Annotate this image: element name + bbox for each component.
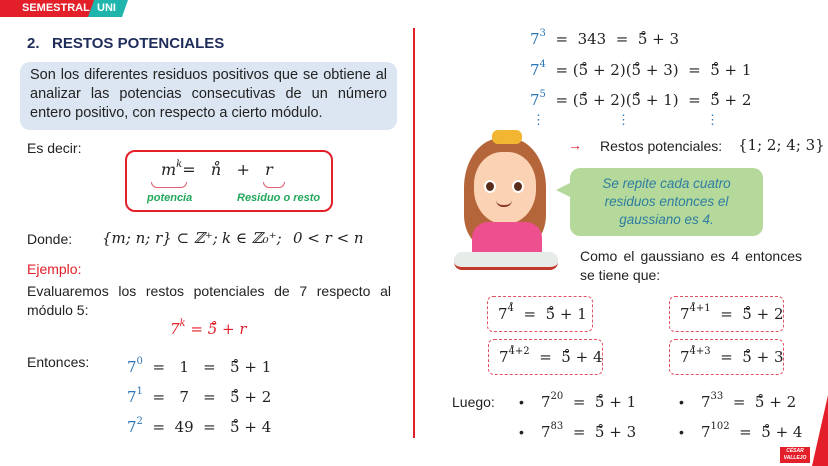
girl-eye-right <box>512 180 524 193</box>
dots-2: ⋮ <box>617 112 630 127</box>
definition-box <box>20 62 397 130</box>
bullet: • <box>519 394 524 410</box>
label-potencia: potencia <box>147 192 193 204</box>
right-eq-1: $7^4$ = (5̊ + 2)(5̊ + 3) = 5̊ + 1 <box>530 59 752 79</box>
ejemplo-label: Ejemplo: <box>27 261 82 277</box>
left-eq-0: $7^0 = 1$ = 5̊ + 1 <box>127 356 272 376</box>
box-0: $7^{4̊}$ = 5̊ + 1 <box>487 296 593 332</box>
donde-label: Donde: <box>27 231 73 247</box>
restos-set: {1; 2; 4; 3} <box>738 136 825 154</box>
bubble-tail <box>556 182 572 198</box>
entonces-label: Entonces: <box>27 354 90 370</box>
brace-right <box>263 182 285 188</box>
bubble-text: Se repite cada cuatro residuos entonces el gaussiano es 4. <box>602 176 731 227</box>
como-text: Como el gaussiano es 4 entonces se tiene que: <box>580 248 802 283</box>
bullet: • <box>519 424 524 440</box>
dots-3: ⋮ <box>706 112 719 127</box>
left-eq-1: $7^1 = 7$ = 5̊ + 2 <box>127 386 272 406</box>
red-formula: $7^k$ = 5̊ + r <box>170 318 247 338</box>
corner-accent <box>812 395 828 466</box>
donde-cond1: {m; n; r} ⊂ ℤ⁺; <box>102 229 218 247</box>
girl-illustration <box>452 130 572 280</box>
header-uni: UNI <box>97 2 116 14</box>
header-semestral: SEMESTRAL <box>22 2 90 14</box>
book <box>454 252 558 270</box>
page-title: 2. RESTOS POTENCIALES <box>27 35 225 52</box>
luego-item-3: $7^{102}$ = 5̊ + 4 <box>701 421 803 441</box>
girl-eye-left <box>484 180 496 193</box>
formula-box <box>125 150 333 212</box>
definition-text: Son los diferentes residuos positivos que se obtiene al analizar las potencias consecutivas de un número entero positivo, con respecto a cierto módulo. <box>30 67 387 121</box>
box-3: $7^{4̊+3}$ = 5̊ + 3 <box>669 339 784 375</box>
luego-item-0: $7^{20}$ = 5̊ + 1 <box>541 391 637 411</box>
girl-bow <box>492 130 522 144</box>
formula: $m^k=$ n̊ + r <box>161 158 273 179</box>
divider-line <box>413 28 415 438</box>
box-2: $7^{4̊+2}$ = 5̊ + 4 <box>488 339 603 375</box>
restos-label: Restos potenciales: <box>600 138 723 154</box>
brace-left <box>151 182 187 188</box>
bullet: • <box>679 424 684 440</box>
box-1: $7^{4̊+1}$ = 5̊ + 2 <box>669 296 784 332</box>
donde-cond3: 0 < r < n <box>293 229 364 247</box>
speech-bubble <box>570 168 763 236</box>
arrow-icon: → <box>568 137 582 153</box>
es-decir-label: Es decir: <box>27 140 82 156</box>
donde-cond2: k ∈ ℤ₀⁺; <box>222 229 282 247</box>
luego-label: Luego: <box>452 394 495 410</box>
label-residuo: Residuo o resto <box>237 192 321 204</box>
bullet: • <box>679 394 684 410</box>
right-eq-2: $7^5$ = (5̊ + 2)(5̊ + 1) = 5̊ + 2 <box>530 89 752 109</box>
luego-item-1: $7^{33}$ = 5̊ + 2 <box>701 391 797 411</box>
evaluaremos-text: Evaluaremos los restos potenciales de 7 respecto al módulo 5: <box>27 283 391 318</box>
luego-item-2: $7^{83}$ = 5̊ + 3 <box>541 421 637 441</box>
dots-1: ⋮ <box>532 112 545 127</box>
left-eq-2: $7^2 = 49$ = 5̊ + 4 <box>127 416 272 436</box>
right-eq-0: $7^3 = 343$ = 5̊ + 3 <box>530 28 680 48</box>
cesar-vallejo-logo: CÉSAR VALLEJO <box>780 447 810 463</box>
